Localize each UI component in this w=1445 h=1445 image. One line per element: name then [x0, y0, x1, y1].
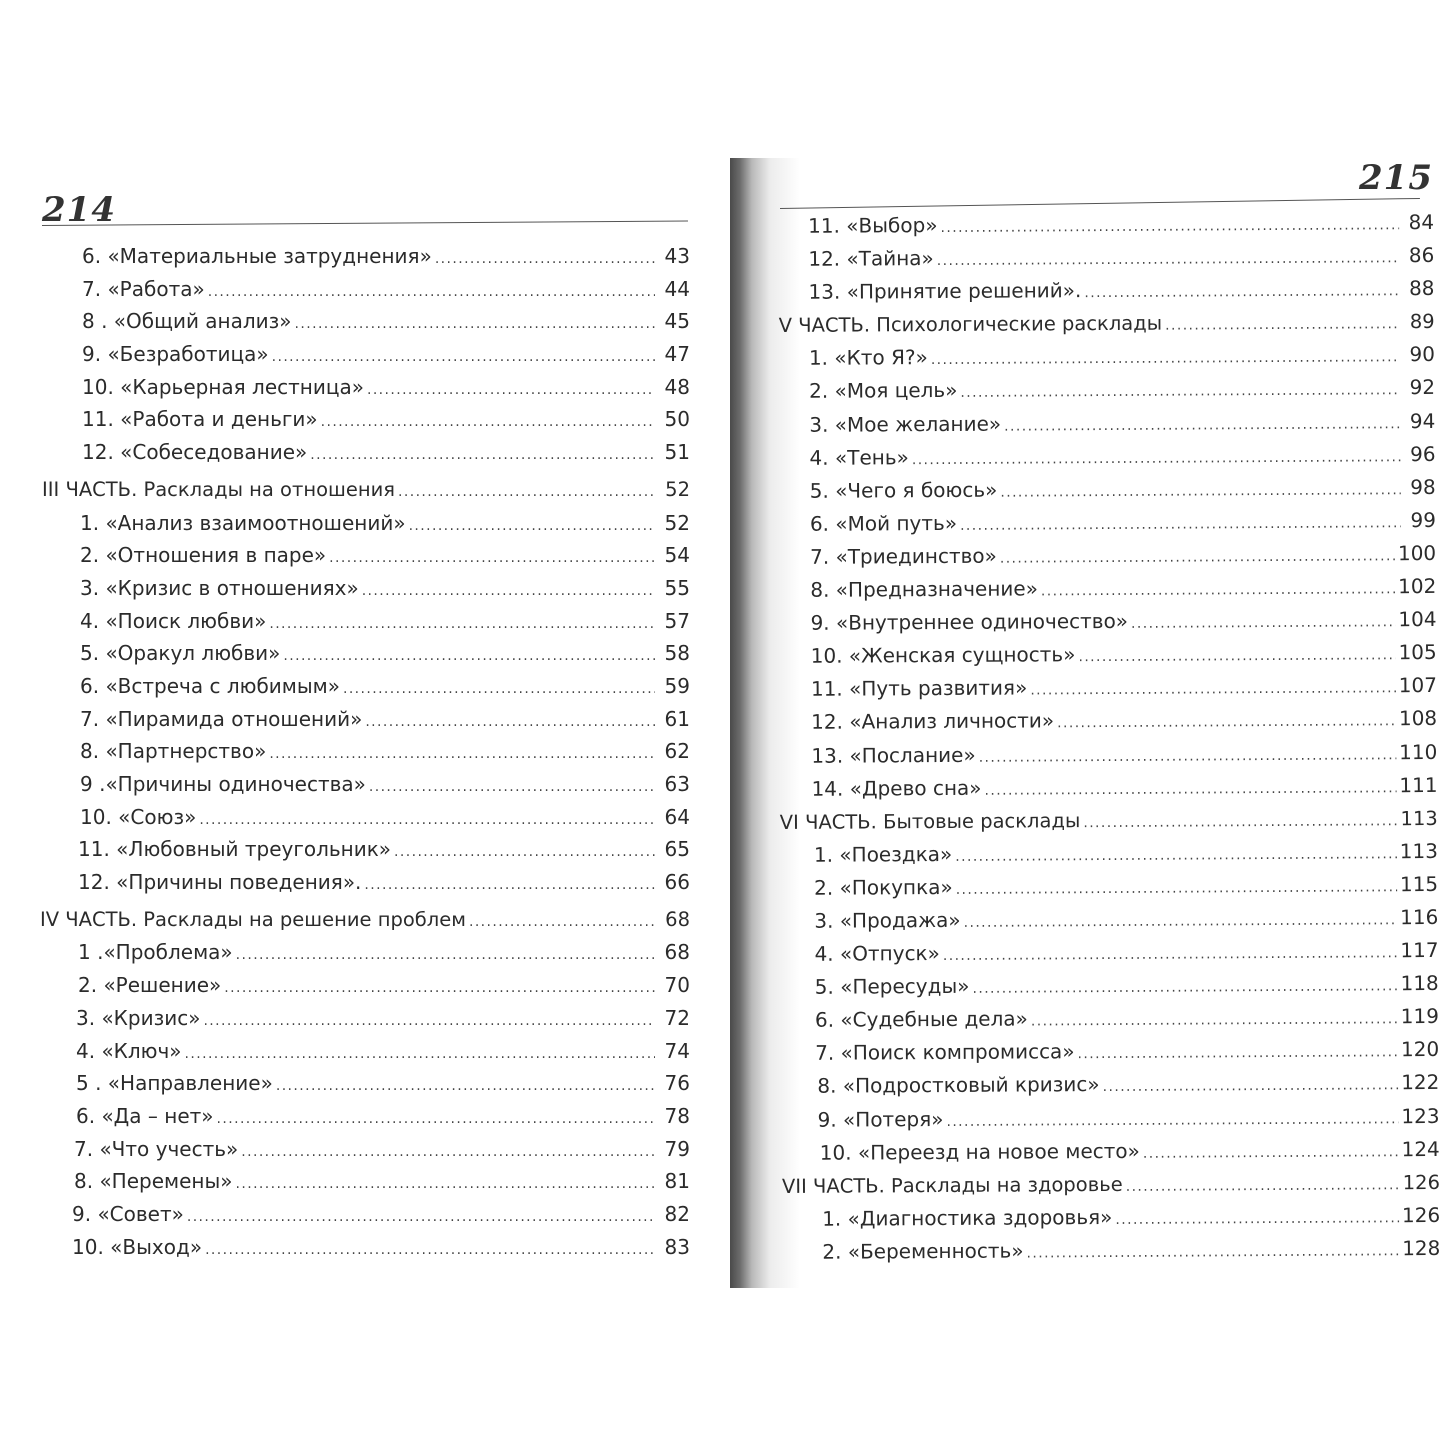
toc-entry-page: 102	[1398, 574, 1437, 599]
dot-leader	[955, 838, 1397, 874]
toc-entry-page: 55	[664, 575, 690, 600]
toc-entry	[40, 539, 690, 572]
dot-leader	[365, 706, 655, 739]
toc-entry-page: 68	[664, 940, 690, 965]
dot-leader	[1004, 408, 1400, 444]
toc-entry	[778, 471, 1436, 508]
page-number: 214	[42, 190, 116, 230]
dot-leader	[1126, 1169, 1400, 1204]
toc-entry-page: 47	[664, 342, 690, 367]
table-of-contents-left	[40, 240, 690, 1263]
toc-entry	[781, 1033, 1439, 1070]
toc-entry	[781, 1000, 1439, 1037]
toc-entry-page: 86	[1408, 243, 1435, 268]
dot-leader	[469, 906, 655, 939]
toc-entry-title: 11. «Любовный треугольник»	[78, 837, 392, 862]
dot-leader	[205, 1234, 655, 1267]
toc-entry-title: 10. «Переезд на новое место»	[819, 1138, 1140, 1165]
toc-entry-page: 59	[664, 673, 690, 698]
toc-entry-page: 90	[1409, 342, 1435, 367]
dot-leader	[931, 342, 1400, 378]
toc-entry-page: 74	[664, 1038, 690, 1063]
toc-entry	[778, 570, 1436, 607]
toc-entry-title: 12. «Тайна»	[808, 246, 934, 271]
left-page	[0, 0, 720, 1445]
dot-leader	[367, 374, 655, 407]
toc-entry-page: 48	[664, 374, 690, 399]
toc-entry-title: 10. «Карьерная лестница»	[82, 374, 364, 399]
toc-entry-title: 7. «Работа»	[82, 276, 205, 301]
dot-leader	[946, 1103, 1398, 1139]
toc-entry	[40, 371, 690, 404]
toc-entry-title: 5 . «Направление»	[76, 1071, 273, 1096]
toc-part-heading	[782, 1166, 1440, 1203]
toc-entry-page: 52	[665, 477, 690, 501]
toc-entry-title: 4. «Ключ»	[76, 1038, 182, 1063]
toc-entry	[40, 1231, 690, 1264]
toc-entry	[40, 240, 690, 273]
toc-entry-title: 7. «Что учесть»	[74, 1136, 239, 1161]
dot-leader	[960, 507, 1401, 543]
toc-entry	[40, 637, 690, 670]
toc-entry	[782, 1199, 1440, 1236]
toc-entry	[779, 669, 1437, 706]
toc-entry-page: 107	[1398, 673, 1437, 698]
toc-entry	[780, 901, 1438, 938]
toc-entry-page: 52	[664, 510, 690, 535]
dot-leader	[224, 972, 655, 1005]
dot-leader	[236, 939, 655, 972]
toc-entry-page: 51	[664, 440, 690, 465]
toc-entry-title: IV ЧАСТЬ. Расклады на решение проблем	[40, 907, 466, 931]
toc-entry-page: 57	[664, 608, 690, 633]
toc-entry-page: 70	[664, 973, 690, 998]
dot-leader	[203, 1005, 655, 1038]
dot-leader	[369, 771, 655, 804]
dot-leader	[1030, 673, 1396, 708]
dot-leader	[272, 341, 655, 374]
toc-entry-page: 100	[1397, 540, 1437, 566]
toc-entry-title: 9. «Совет»	[72, 1201, 184, 1226]
toc-entry-title: 1. «Анализ взаимоотношений»	[80, 510, 406, 535]
toc-entry-title: VII ЧАСТЬ. Расклады на здоровье	[781, 1172, 1123, 1198]
dot-leader	[409, 510, 655, 543]
toc-entry	[781, 967, 1439, 1004]
toc-entry-title: 1. «Диагностика здоровья»	[822, 1204, 1113, 1231]
toc-entry-title: 1 .«Проблема»	[78, 940, 233, 965]
toc-entry	[779, 735, 1437, 772]
toc-entry-title: 1. «Кто Я?»	[808, 345, 928, 371]
dot-leader	[1115, 1202, 1399, 1237]
toc-entry	[40, 572, 690, 605]
toc-entry-title: 11. «Выбор»	[808, 213, 938, 238]
toc-entry-title: 5. «Пересуды»	[814, 973, 970, 999]
dot-leader	[984, 772, 1396, 808]
toc-entry	[777, 405, 1435, 442]
toc-entry-page: 116	[1400, 904, 1439, 930]
toc-entry	[40, 605, 690, 638]
dot-leader	[1026, 1235, 1399, 1270]
toc-entry	[778, 504, 1436, 541]
toc-entry	[40, 1198, 690, 1231]
toc-entry	[780, 934, 1438, 971]
toc-entry-page: 92	[1409, 375, 1436, 400]
toc-entry-title: 10. «Выход»	[72, 1234, 203, 1259]
toc-entry	[40, 403, 690, 436]
toc-entry-title: 13. «Послание»	[811, 742, 976, 768]
dot-leader	[960, 375, 1400, 411]
toc-entry-page: 99	[1410, 507, 1436, 532]
dot-leader	[364, 869, 655, 902]
toc-entry	[40, 969, 690, 1002]
toc-entry-page: 43	[664, 244, 690, 268]
toc-entry-title: 9. «Безработица»	[82, 342, 269, 367]
toc-entry	[40, 936, 690, 969]
dot-leader	[1041, 573, 1395, 608]
toc-part-heading	[40, 474, 690, 507]
toc-entry	[777, 338, 1435, 375]
toc-entry-page: 66	[664, 870, 690, 895]
dot-leader	[394, 836, 655, 869]
toc-entry-title: 8 . «Общий анализ»	[82, 309, 292, 334]
toc-entry-page: 120	[1400, 1037, 1440, 1062]
dot-leader	[362, 575, 655, 608]
toc-entry	[40, 866, 690, 899]
toc-entry-title: III ЧАСТЬ. Расклады на отношения	[42, 477, 396, 501]
toc-entry-title: 8. «Подростковый кризис»	[817, 1072, 1100, 1099]
dot-leader	[1078, 639, 1395, 674]
toc-entry	[40, 507, 690, 540]
toc-entry-page: 122	[1401, 1070, 1440, 1095]
table-of-contents-right	[776, 206, 1440, 1269]
toc-entry-title: 5. «Чего я боюсь»	[809, 477, 998, 503]
toc-entry	[40, 1100, 690, 1133]
dot-leader	[283, 640, 655, 673]
toc-entry-title: 14. «Древо сна»	[811, 775, 982, 801]
toc-entry-title: VI ЧАСТЬ. Бытовые расклады	[779, 808, 1081, 834]
toc-entry-page: 82	[664, 1201, 690, 1226]
toc-part-heading	[780, 802, 1438, 839]
toc-entry-title: 5. «Оракул любви»	[80, 641, 281, 666]
dot-leader	[199, 804, 655, 837]
toc-entry-title: 3. «Кризис»	[76, 1005, 201, 1030]
toc-entry-page: 62	[664, 739, 690, 764]
right-page	[730, 158, 1445, 1288]
toc-entry-title: 2. «Отношения в паре»	[80, 543, 327, 568]
toc-entry-page: 123	[1401, 1103, 1440, 1128]
toc-entry-page: 72	[664, 1005, 690, 1030]
dot-leader	[310, 439, 655, 472]
toc-entry	[40, 338, 690, 371]
toc-entry	[780, 835, 1438, 872]
dot-leader	[1000, 474, 1401, 510]
toc-entry	[778, 537, 1436, 574]
dot-leader	[1131, 606, 1396, 641]
dot-leader	[937, 242, 1400, 278]
toc-entry	[778, 603, 1436, 640]
dot-leader	[187, 1201, 655, 1234]
dot-leader	[1103, 1070, 1399, 1105]
toc-entry-page: 45	[664, 309, 690, 334]
toc-entry-page: 88	[1408, 276, 1435, 301]
toc-entry-title: 6. «Мой путь»	[809, 510, 958, 536]
toc-entry	[40, 833, 690, 866]
toc-entry-title: 4. «Отпуск»	[814, 941, 940, 966]
toc-entry-page: 104	[1398, 607, 1437, 632]
dot-leader	[343, 673, 655, 706]
toc-entry	[780, 868, 1438, 905]
toc-entry	[782, 1133, 1440, 1170]
toc-entry	[779, 769, 1437, 806]
toc-entry-page: 94	[1409, 408, 1436, 433]
toc-entry-page: 81	[664, 1169, 690, 1194]
toc-entry-page: 68	[665, 907, 690, 931]
dot-leader	[1083, 805, 1397, 840]
toc-entry	[40, 1002, 690, 1035]
toc-part-heading	[777, 305, 1435, 342]
toc-entry-page: 54	[664, 543, 690, 568]
dot-leader	[321, 406, 655, 439]
toc-entry-page: 110	[1399, 739, 1438, 764]
dot-leader	[208, 276, 655, 309]
toc-entry-title: 8. «Предназначение»	[810, 576, 1038, 602]
toc-entry-page: 126	[1401, 1202, 1441, 1228]
toc-entry-title: 10. «Союз»	[80, 804, 197, 829]
dot-leader	[329, 542, 655, 575]
toc-entry	[40, 1035, 690, 1068]
toc-entry	[40, 735, 690, 768]
toc-entry	[776, 239, 1434, 276]
toc-entry	[782, 1232, 1440, 1269]
toc-entry	[777, 438, 1435, 475]
toc-entry-title: 6. «Встреча с любимым»	[80, 673, 340, 698]
toc-entry-page: 126	[1402, 1170, 1441, 1194]
toc-entry	[40, 305, 690, 338]
dot-leader	[241, 1136, 655, 1169]
toc-entry-title: 9. «Внутреннее одиночество»	[810, 608, 1129, 635]
toc-entry	[40, 273, 690, 306]
toc-entry-page: 105	[1398, 640, 1437, 665]
toc-entry-page: 118	[1400, 971, 1439, 996]
toc-entry	[781, 1066, 1439, 1103]
toc-entry	[40, 703, 690, 736]
toc-entry-title: 2. «Решение»	[78, 973, 222, 998]
dot-leader	[1084, 275, 1399, 310]
toc-entry-page: 117	[1400, 938, 1439, 963]
toc-entry-title: 8. «Перемены»	[74, 1169, 233, 1194]
toc-entry	[776, 272, 1434, 309]
toc-entry-page: 78	[664, 1103, 690, 1128]
dot-leader	[398, 476, 655, 509]
toc-entry-page: 63	[664, 772, 690, 796]
toc-entry-title: 4. «Тень»	[809, 444, 909, 470]
toc-entry	[776, 206, 1434, 243]
dot-leader	[943, 937, 1398, 973]
toc-entry-page: 113	[1399, 838, 1438, 863]
dot-leader	[217, 1103, 655, 1136]
toc-entry-page: 76	[664, 1071, 690, 1096]
toc-entry-page: 108	[1398, 706, 1438, 731]
toc-entry-page: 50	[664, 407, 690, 432]
toc-entry	[40, 670, 690, 703]
toc-entry-title: 9. «Потеря»	[817, 1106, 944, 1132]
toc-entry-title: 1. «Поездка»	[813, 841, 953, 867]
toc-entry	[779, 636, 1437, 673]
toc-entry-page: 83	[664, 1234, 690, 1259]
dot-leader	[912, 441, 1401, 477]
toc-entry-title: 10. «Женская сущность»	[810, 642, 1076, 669]
toc-entry-title: 12. «Собеседование»	[82, 440, 308, 465]
toc-entry	[40, 768, 690, 801]
toc-entry-page: 79	[664, 1136, 690, 1161]
toc-entry-title: 2. «Моя цель»	[809, 378, 958, 404]
toc-entry-title: 4. «Поиск любви»	[80, 608, 267, 633]
toc-entry-title: 11. «Работа и деньги»	[82, 407, 318, 432]
toc-entry	[40, 1133, 690, 1166]
dot-leader	[940, 209, 1399, 245]
toc-entry-page: 128	[1402, 1235, 1441, 1261]
toc-entry-page: 64	[664, 804, 690, 829]
toc-entry	[40, 436, 690, 469]
dot-leader	[1165, 308, 1400, 343]
toc-entry-page: 84	[1408, 209, 1435, 235]
toc-entry-page: 111	[1399, 772, 1438, 797]
toc-entry-title: 7. «Триединство»	[810, 543, 997, 569]
toc-entry-page: 115	[1399, 871, 1439, 897]
dot-leader	[269, 608, 655, 641]
toc-entry-page: 124	[1401, 1136, 1440, 1161]
toc-entry	[781, 1099, 1439, 1136]
toc-entry-title: 3. «Кризис в отношениях»	[80, 575, 359, 600]
toc-entry-page: 119	[1400, 1004, 1440, 1029]
toc-entry-title: 3. «Продажа»	[814, 907, 961, 933]
dot-leader	[435, 243, 655, 276]
dot-leader	[1031, 1003, 1398, 1038]
dot-leader	[185, 1038, 655, 1071]
toc-entry-page: 96	[1409, 441, 1436, 466]
toc-entry-page: 61	[664, 706, 690, 731]
dot-leader	[1077, 1037, 1398, 1072]
dot-leader	[972, 970, 1397, 1006]
toc-part-heading	[40, 904, 690, 937]
dot-leader	[979, 739, 1397, 775]
toc-entry	[40, 801, 690, 834]
toc-entry	[40, 1067, 690, 1100]
toc-entry-title: 7. «Поиск компромисса»	[815, 1039, 1075, 1066]
toc-entry-page: 58	[664, 641, 690, 666]
dot-leader	[269, 738, 655, 771]
dot-leader	[236, 1168, 655, 1201]
dot-leader	[964, 904, 1398, 940]
toc-entry-title: 3. «Мое желание»	[809, 411, 1002, 437]
toc-entry-page: 65	[664, 837, 690, 862]
toc-entry-title: 2. «Покупка»	[814, 874, 953, 900]
toc-entry	[777, 371, 1435, 408]
toc-entry-title: 12. «Анализ личности»	[811, 708, 1055, 735]
toc-entry-title: 6. «Судебные дела»	[814, 1006, 1028, 1033]
toc-entry-title: 2. «Беременность»	[822, 1238, 1024, 1264]
toc-entry-title: 11. «Путь развития»	[810, 675, 1028, 702]
dot-leader	[1143, 1136, 1399, 1171]
dot-leader	[295, 308, 655, 341]
toc-entry	[40, 1165, 690, 1198]
dot-leader	[1000, 540, 1395, 576]
toc-entry-page: 98	[1410, 474, 1436, 499]
toc-entry-title: 6. «Материальные затруднения»	[82, 244, 432, 268]
dot-leader	[276, 1070, 655, 1103]
toc-entry-title: 9 .«Причины одиночества»	[80, 772, 366, 796]
dot-leader	[956, 871, 1397, 907]
toc-entry-page: 44	[664, 276, 690, 301]
toc-entry-page: 89	[1409, 310, 1435, 334]
toc-entry-title: 8. «Партнерство»	[80, 739, 267, 764]
header-rule	[42, 220, 688, 226]
toc-entry-title: V ЧАСТЬ. Психологические расклады	[778, 311, 1163, 338]
toc-entry-title: 13. «Принятие решений».	[808, 278, 1082, 304]
toc-entry-title: 12. «Причины поведения».	[78, 870, 362, 895]
toc-entry-title: 6. «Да – нет»	[76, 1103, 214, 1128]
dot-leader	[1057, 706, 1396, 741]
toc-entry	[779, 702, 1437, 739]
page-number: 215	[1359, 158, 1433, 198]
toc-entry-title: 7. «Пирамида отношений»	[80, 706, 363, 731]
toc-entry-page: 113	[1400, 806, 1438, 830]
